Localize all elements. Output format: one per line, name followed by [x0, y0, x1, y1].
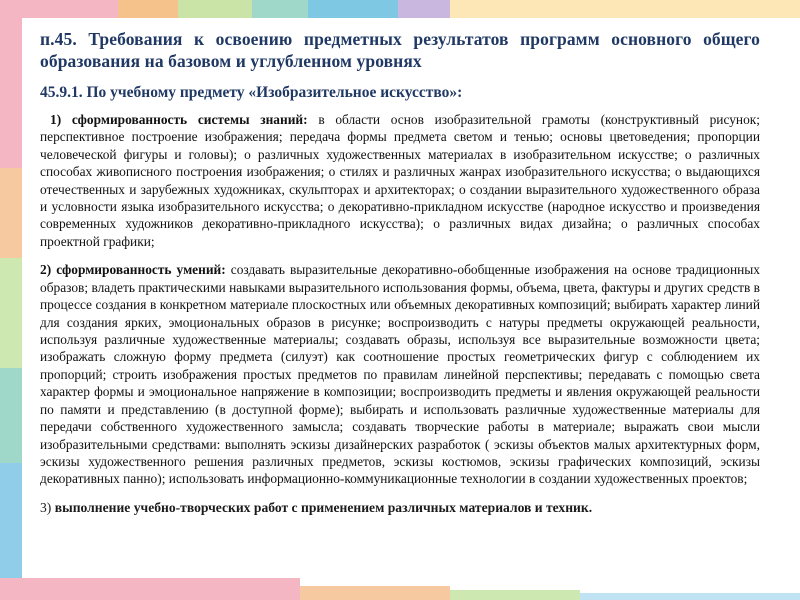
left-strip-segment-2: [0, 258, 22, 368]
left-strip-segment-3: [0, 368, 22, 463]
slide-content: [40, 28, 760, 516]
bottom-band-segment-3: [580, 593, 800, 600]
bottom-decorative-band: [0, 574, 800, 600]
paragraph-1: [40, 111, 760, 250]
paragraph-1-text: в области основ изобразительной грамоты (конструктивный рисунок; перспективное построение изображения; передача формы предмета светом и тенью; основы цветоведения; пропорции человеческой фигуры и головы); о различных художественных материалах в изобразительном искусстве; о различных способах живописного построения изображения; о стилях и различных жанрах изобразительного искусства; о выдающихся отечественных и зарубежных художниках, скульпторах и архитекторах; о создании выразительного художественного образа и условности языка изобразительного искусства; о декоративно-прикладном искусстве (народное искусство и произведения современных художников декоративно-прикладного искусства); о различных видах дизайна; о различных способах проектной графики;: [40, 111, 760, 249]
top-band-segment-6: [450, 0, 800, 18]
top-decorative-band: [0, 0, 800, 18]
top-band-segment-4: [308, 0, 398, 18]
paragraph-1-marker: 1): [50, 111, 72, 127]
paragraph-1-lead: сформированность системы знаний:: [71, 111, 308, 127]
top-band-segment-1: [118, 0, 178, 18]
bottom-band-segment-2: [450, 590, 580, 600]
section-subtitle: 45.9.1. По учебному предмету «Изобразительное искусство»:: [40, 83, 463, 101]
bottom-band-segment-0: [0, 578, 300, 600]
page-title: п.45. Требования к освоению предметных результатов программ основного общего образования на базовом и углубленном уровнях: [40, 29, 760, 72]
bottom-band-segment-1: [300, 586, 450, 600]
top-band-segment-0: [0, 0, 118, 18]
left-decorative-strip: [0, 18, 22, 600]
top-band-segment-3: [252, 0, 308, 18]
left-strip-segment-1: [0, 168, 22, 258]
top-band-segment-5: [398, 0, 450, 18]
paragraph-2: [40, 261, 760, 487]
paragraph-3-lead: выполнение учебно-творческих работ с применением различных материалов и техник.: [54, 499, 593, 515]
paragraph-3: [40, 499, 760, 517]
paragraph-3-marker: 3): [40, 499, 55, 515]
paragraph-2-lead: сформированность умений:: [56, 262, 226, 278]
paragraph-2-marker: 2): [40, 262, 57, 278]
top-band-segment-2: [178, 0, 252, 18]
paragraph-2-text: создавать выразительные декоративно-обобщенные изображения на основе традиционных образов; владеть практическими навыками выразительного использования формы, объема, цвета, фактуры и других средств в процессе создания в конкретном материале плоскостных или объемных декоративных композиций; выбирать характер линий для создания ярких, эмоциональных образов в рисунке; воспроизводить с натуры предметы окружающей реальности, используя различные художественные материалы; создавать образы, используя все выразительные возможности цвета; изображать сложную форму предмета (силуэт) как соотношение простых геометрических фигур с соблюдением их пропорций; строить изображения простых предметов по правилам линейной перспективы; передавать с помощью света характер формы и эмоциональное напряжение в композиции; воспроизводить предметы и явления окружающей реальности по памяти и представлению (в доступной форме); выбирать и использовать различные художественные материалы для передачи собственного художественного замысла; создавать творческие работы в материале; выражать свои мысли изобразительными средствами: выполнять эскизы дизайнерских разработок ( эскизы объектов малых архитектурных форм, эскизы художественного решения различных предметов, эскизы костюмов, эскизы графических композиций, эскизы декоративных панно); использовать информационно-коммуникационные технологии в создании художественных проектов;: [40, 262, 760, 487]
left-strip-segment-0: [0, 18, 22, 168]
